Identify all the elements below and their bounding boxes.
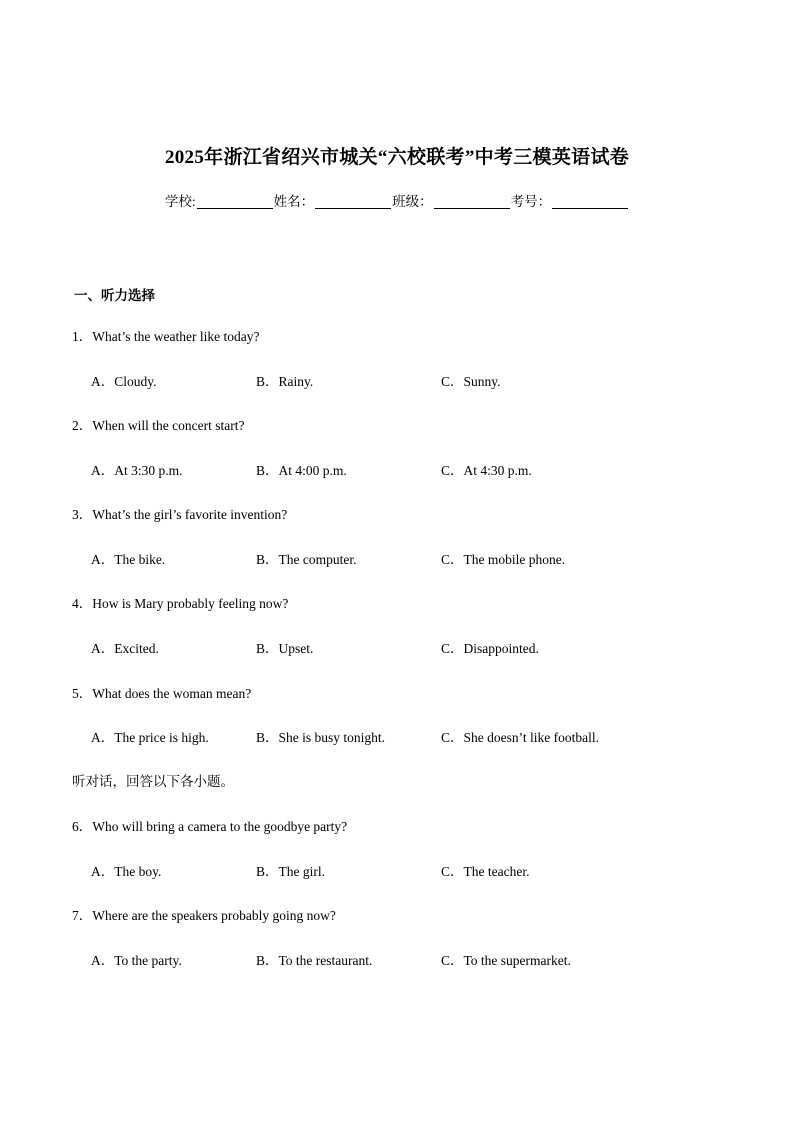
q5-option-c[interactable]: C．She doesn’t like football.	[441, 730, 599, 745]
class-blank[interactable]	[434, 194, 510, 209]
section-heading: 一、听力选择	[74, 288, 155, 304]
q3-option-b[interactable]: B．The computer.	[256, 552, 357, 567]
q6-option-a[interactable]: A．The boy.	[91, 864, 162, 879]
q4-option-b[interactable]: B．Upset.	[256, 641, 314, 656]
q5-option-a[interactable]: A．The price is high.	[91, 730, 209, 745]
q1-option-b[interactable]: B．Rainy.	[256, 374, 314, 389]
q1-option-a[interactable]: A．Cloudy.	[91, 374, 157, 389]
listening-instruction: 听对话，回答以下各小题。	[72, 774, 234, 790]
question-1	[72, 325, 259, 345]
q2-option-c[interactable]: C．At 4:30 p.m.	[441, 463, 532, 478]
class-label: 班级：	[392, 194, 433, 209]
question-text: Where are the speakers probably going now?	[92, 908, 336, 923]
question-text: What does the woman mean?	[92, 686, 252, 701]
question-number: 2．	[72, 418, 93, 433]
question-text: What’s the weather like today?	[92, 329, 260, 344]
question-text: When will the concert start?	[92, 418, 245, 433]
question-2	[72, 414, 244, 434]
question-number: 4．	[72, 596, 93, 611]
question-number: 3．	[72, 507, 93, 522]
q6-option-c[interactable]: C．The teacher.	[441, 864, 530, 879]
q7-option-b[interactable]: B．To the restaurant.	[256, 953, 373, 968]
question-5	[72, 682, 251, 702]
question-text: How is Mary probably feeling now?	[92, 596, 289, 611]
q1-option-c[interactable]: C．Sunny.	[441, 374, 501, 389]
q4-option-c[interactable]: C．Disappointed.	[441, 641, 539, 656]
name-label: 姓名：	[273, 194, 315, 209]
question-number: 5．	[72, 686, 93, 701]
q7-option-c[interactable]: C．To the supermarket.	[441, 953, 571, 968]
student-info-line	[0, 190, 794, 210]
q2-option-a[interactable]: A．At 3:30 p.m.	[91, 463, 183, 478]
name-blank[interactable]	[315, 194, 391, 209]
question-7	[72, 904, 336, 924]
q2-option-b[interactable]: B．At 4:00 p.m.	[256, 463, 347, 478]
question-number: 1．	[72, 329, 93, 344]
question-text: What’s the girl’s favorite invention?	[92, 507, 288, 522]
q5-option-b[interactable]: B．She is busy tonight.	[256, 730, 386, 745]
question-6	[72, 815, 347, 835]
q7-option-a[interactable]: A．To the party.	[91, 953, 182, 968]
question-3	[72, 503, 287, 523]
question-number: 7．	[72, 908, 93, 923]
q6-option-b[interactable]: B．The girl.	[256, 864, 325, 879]
question-number: 6．	[72, 819, 93, 834]
page-title: 2025年浙江省绍兴市城关“六校联考”中考三模英语试卷	[164, 147, 630, 168]
question-4	[72, 592, 288, 612]
school-blank[interactable]	[197, 194, 273, 209]
q4-option-a[interactable]: A．Excited.	[91, 641, 159, 656]
school-label: 学校:	[164, 194, 196, 209]
q3-option-c[interactable]: C．The mobile phone.	[441, 552, 566, 567]
exam-no-blank[interactable]	[552, 194, 628, 209]
q3-option-a[interactable]: A．The bike.	[91, 552, 166, 567]
question-text: Who will bring a camera to the goodbye party?	[92, 819, 348, 834]
exam-no-label: 考号：	[510, 194, 552, 209]
